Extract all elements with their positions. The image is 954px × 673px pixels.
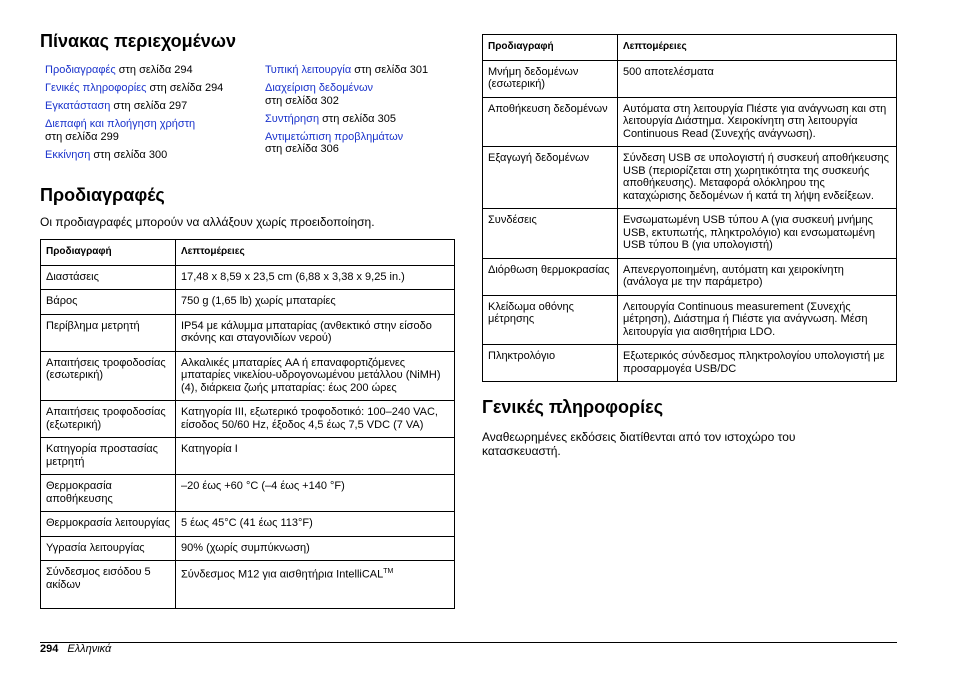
toc-entry[interactable] (45, 100, 255, 113)
table-row (483, 60, 897, 97)
spec-cell: Αποθήκευση δεδομένων (483, 97, 618, 147)
details-cell: 5 έως 45°C (41 έως 113°F) (176, 512, 455, 537)
table-row (41, 314, 455, 351)
trademark-mark: TM (383, 568, 394, 575)
general-info-text: Αναθεωρημένες εκδόσεις διατίθενται από τον ιστοχώρο του κατασκευαστή. (482, 430, 796, 458)
table-row (41, 290, 455, 315)
toc-page-ref: στη σελίδα 305 (319, 112, 396, 125)
toc-page-ref: στη σελίδα 301 (351, 64, 429, 76)
details-cell: IP54 με κάλυμμα μπαταρίας (ανθεκτικό στην είσοδο σκόνης και σταγονιδίων νερού) (176, 314, 455, 351)
toc-entry[interactable] (265, 82, 465, 107)
spec-cell: Διαστάσεις (41, 265, 176, 290)
table-header-row (41, 240, 455, 266)
details-cell: Κατηγορία I (176, 438, 455, 475)
toc-page-ref: στη σελίδα 300 (90, 148, 168, 161)
details-cell: Αλκαλικές μπαταρίες AA ή επαναφορτιζόμενες μπαταρίες νικελίου-υδρογονωμένου μετάλλου (NiMH) (4), διάρκεια ζωής μπαταρίας: έως 200 ώρες (176, 351, 455, 401)
specifications-intro: Οι προδιαγραφές μπορούν να αλλάξουν χωρίς προειδοποίηση. (40, 215, 375, 229)
table-of-contents (40, 64, 455, 172)
toc-entry[interactable] (265, 131, 465, 156)
footer-divider (40, 642, 897, 643)
details-cell: 90% (χωρίς συμπύκνωση) (176, 536, 455, 561)
spec-cell: Σύνδεσμος εισόδου 5 ακίδων (41, 561, 176, 609)
table-row (41, 561, 455, 609)
spec-cell: Απαιτήσεις τροφοδοσίας (εξωτερική) (41, 401, 176, 438)
table-row (41, 512, 455, 537)
table-row (483, 147, 897, 209)
spec-cell: Συνδέσεις (483, 209, 618, 259)
table-row (41, 475, 455, 512)
toc-page-ref: στη σελίδα 294 (115, 64, 193, 76)
toc-page-ref: στη σελίδα 299 (45, 130, 119, 143)
table-row (483, 345, 897, 382)
left-column (40, 30, 455, 609)
header-details: Λεπτομέρειες (176, 240, 455, 266)
toc-link[interactable]: Διεπαφή και πλοήγηση χρήστη (45, 118, 196, 130)
toc-link[interactable]: Αντιμετώπιση προβλημάτων (265, 130, 404, 143)
toc-column-right (265, 64, 465, 161)
table-header-row (483, 35, 897, 61)
table-row (483, 209, 897, 259)
spec-cell: Εξαγωγή δεδομένων (483, 147, 618, 209)
details-cell: Απενεργοποιημένη, αυτόματη και χειροκίνητη (ανάλογα με την παράμετρο) (618, 258, 897, 295)
spec-cell: Θερμοκρασία αποθήκευσης (41, 475, 176, 512)
toc-link[interactable]: Εγκατάσταση (45, 100, 111, 112)
table-row (41, 351, 455, 401)
toc-entry[interactable] (45, 149, 255, 162)
details-cell: 500 αποτελέσματα (618, 60, 897, 97)
toc-heading: Πίνακας περιεχομένων (40, 31, 237, 51)
spec-cell: Βάρος (41, 290, 176, 315)
table-row (41, 536, 455, 561)
toc-link[interactable]: Τυπική λειτουργία (265, 64, 352, 76)
toc-page-ref: στη σελίδα 306 (265, 143, 339, 155)
spec-cell: Απαιτήσεις τροφοδοσίας (εσωτερική) (41, 351, 176, 401)
table-row (483, 258, 897, 295)
header-spec: Προδιαγραφή (41, 240, 176, 266)
spec-cell: Υγρασία λειτουργίας (41, 536, 176, 561)
general-info-heading: Γενικές πληροφορίες (482, 397, 664, 417)
details-cell: Σύνδεση USB σε υπολογιστή ή συσκευή αποθήκευσης USB (περιορίζεται στη χωρητικότητα της συσκευής αποθήκευσης). Μεταφορά ολόκληρου της καταχώρισης δεδομένων ή κατά τη λήψη ενδείξεων. (618, 147, 897, 209)
toc-page-ref: στη σελίδα 297 (110, 100, 188, 112)
toc-link[interactable]: Προδιαγραφές (45, 64, 116, 76)
header-spec: Προδιαγραφή (483, 35, 618, 61)
spec-cell: Θερμοκρασία λειτουργίας (41, 512, 176, 537)
details-cell: Εξωτερικός σύνδεσμος πληκτρολογίου υπολογιστή με προσαρμογέα USB/DC (618, 345, 897, 382)
spec-cell: Μνήμη δεδομένων (εσωτερική) (483, 60, 618, 97)
table-row (41, 265, 455, 290)
details-cell: Ενσωματωμένη USB τύπου A (για συσκευή μνήμης USB, εκτυπωτής, πληκτρολόγιο) και ενσωματωμένη USB τύπου B (για υπολογιστή) (618, 209, 897, 259)
toc-page-ref: στη σελίδα 302 (265, 94, 339, 107)
page-footer (40, 643, 111, 655)
spec-cell: Περίβλημα μετρητή (41, 314, 176, 351)
specifications-heading: Προδιαγραφές (40, 185, 165, 205)
toc-entry[interactable] (45, 82, 255, 95)
details-cell: Αυτόματα στη λειτουργία Πιέστε για ανάγνωση και στη λειτουργία Διάστημα. Χειροκίνητη στη λειτουργία Continuous Read (Συνεχής ανάγνωση). (618, 97, 897, 147)
toc-link[interactable]: Γενικές πληροφορίες (45, 82, 147, 94)
toc-entry[interactable] (265, 113, 465, 126)
details-cell (176, 561, 455, 609)
header-details: Λεπτομέρειες (618, 35, 897, 61)
details-cell: Λειτουργία Continuous measurement (Συνεχής μέτρηση), Διάστημα ή Πιέστε για ανάγνωση. Μέση λειτουργία για αισθητήρια LDO. (618, 295, 897, 345)
details-cell: 750 g (1,65 lb) χωρίς μπαταρίες (176, 290, 455, 315)
table-row (483, 295, 897, 345)
specifications-table-right (482, 34, 897, 382)
toc-entry[interactable] (45, 64, 255, 77)
footer-language: Ελληνικά (67, 643, 112, 655)
toc-column-left (45, 64, 255, 167)
spec-cell: Κλείδωμα οθόνης μέτρησης (483, 295, 618, 345)
table-row (483, 97, 897, 147)
toc-link[interactable]: Συντήρηση (265, 112, 320, 125)
toc-entry[interactable] (45, 118, 255, 143)
toc-link[interactable]: Εκκίνηση (45, 148, 91, 161)
spec-cell: Κατηγορία προστασίας μετρητή (41, 438, 176, 475)
details-cell: Κατηγορία III, εξωτερικό τροφοδοτικό: 100–240 VAC, είσοδος 50/60 Hz, έξοδος 4,5 έως 7,5 VDC (7 VA) (176, 401, 455, 438)
toc-page-ref: στη σελίδα 294 (146, 82, 224, 94)
right-column (482, 34, 897, 458)
spec-cell: Διόρθωση θερμοκρασίας (483, 258, 618, 295)
toc-link[interactable]: Διαχείριση δεδομένων (265, 82, 374, 94)
details-cell: 17,48 x 8,59 x 23,5 cm (6,88 x 3,38 x 9,25 in.) (176, 265, 455, 290)
page-number: 294 (40, 643, 59, 655)
table-row (41, 438, 455, 475)
table-row (41, 401, 455, 438)
details-cell: –20 έως +60 °C (–4 έως +140 °F) (176, 475, 455, 512)
spec-cell: Πληκτρολόγιο (483, 345, 618, 382)
specifications-table-left (40, 239, 455, 609)
details-text: Σύνδεσμος M12 για αισθητήρια IntelliCAL (181, 568, 384, 581)
toc-entry[interactable] (265, 64, 465, 77)
